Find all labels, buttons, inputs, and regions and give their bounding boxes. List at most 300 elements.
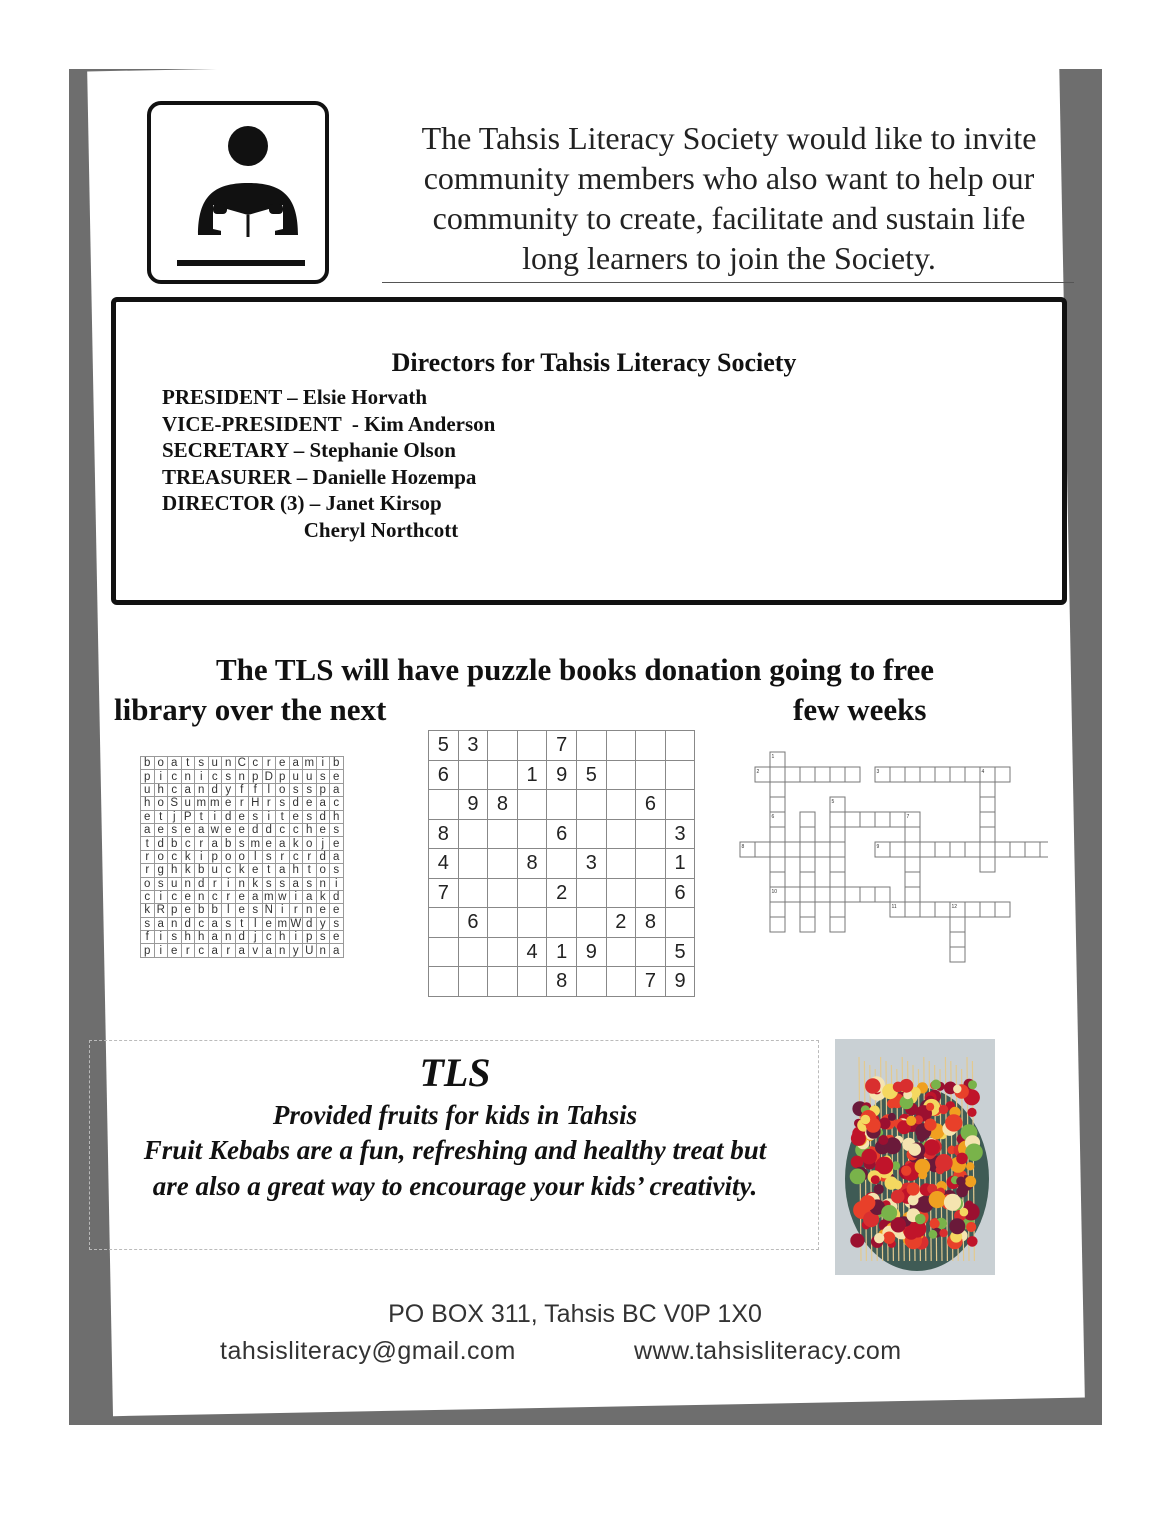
word-search-cell: n: [181, 770, 195, 783]
word-search-cell: o: [141, 877, 155, 890]
sudoku-row: [429, 849, 695, 879]
word-search-cell: e: [168, 944, 182, 957]
word-search-cell: h: [195, 931, 209, 944]
sudoku-cell: [576, 790, 606, 820]
crossword-clue-number: 7: [906, 814, 910, 820]
word-search-cell: u: [181, 797, 195, 810]
crossword-cell: [830, 767, 845, 782]
sudoku-cell: [547, 790, 577, 820]
word-search-cell: s: [276, 797, 290, 810]
crossword-cell: [1040, 842, 1048, 857]
word-search-cell: c: [330, 797, 344, 810]
sudoku-cell: [665, 731, 695, 761]
word-search-cell: t: [276, 810, 290, 823]
crossword-cell: [755, 842, 770, 857]
word-search-cell: e: [235, 810, 249, 823]
crossword-cell: [965, 767, 980, 782]
crossword-cell: [845, 767, 860, 782]
crossword-cell: [800, 917, 815, 932]
crossword-cell: [950, 917, 965, 932]
sudoku-cell: 8: [547, 967, 577, 997]
crossword-cell: [770, 782, 785, 797]
intro-line: community to create, facilitate and sustain life: [432, 200, 1026, 236]
word-search-cell: p: [276, 770, 290, 783]
word-search-row: [141, 837, 344, 850]
crossword-cell: [800, 827, 815, 842]
word-search-cell: a: [330, 944, 344, 957]
intro-paragraph: [385, 118, 1073, 278]
sudoku-cell: 9: [665, 967, 695, 997]
word-search-cell: b: [195, 904, 209, 917]
crossword-cell: [1010, 842, 1025, 857]
word-search-cell: a: [330, 850, 344, 863]
word-search-cell: j: [249, 931, 263, 944]
word-search-cell: k: [289, 837, 303, 850]
footer-website[interactable]: www.tahsisliteracy.com: [634, 1337, 902, 1365]
word-search-cell: c: [168, 890, 182, 903]
photo-fruit-piece: [908, 1143, 921, 1156]
photo-fruit-piece: [887, 1099, 896, 1108]
word-search-cell: a: [316, 797, 330, 810]
word-search-cell: h: [168, 864, 182, 877]
word-search-row: [141, 810, 344, 823]
word-search-cell: l: [249, 850, 263, 863]
sudoku-cell: 9: [547, 760, 577, 790]
photo-fruit-piece: [965, 1201, 974, 1210]
crossword-cell: [830, 917, 845, 932]
word-search-cell: a: [303, 890, 317, 903]
crossword-clue-number: 6: [771, 814, 775, 820]
sudoku-row: [429, 967, 695, 997]
photo-fruit-piece: [931, 1080, 941, 1090]
sudoku-cell: [576, 819, 606, 849]
word-search-cell: n: [316, 877, 330, 890]
word-search-cell: p: [303, 931, 317, 944]
word-search-cell: o: [222, 850, 236, 863]
fruit-kebabs-photo: [835, 1039, 995, 1275]
photo-fruit-piece: [865, 1078, 880, 1093]
word-search-cell: r: [208, 877, 222, 890]
crossword-cell: [890, 842, 905, 857]
word-search-cell: y: [316, 917, 330, 930]
sudoku-cell: [517, 908, 547, 938]
word-search-cell: g: [154, 864, 168, 877]
word-search-row: [141, 931, 344, 944]
word-search-row: [141, 864, 344, 877]
word-search-row: [141, 770, 344, 783]
word-search-cell: c: [168, 783, 182, 796]
photo-fruit-piece: [965, 1176, 976, 1187]
photo-fruit-piece: [883, 1232, 895, 1244]
word-search-cell: p: [249, 770, 263, 783]
crossword-cell: [905, 902, 920, 917]
crossword-clue-number: 3: [876, 769, 880, 775]
word-search-cell: i: [289, 931, 303, 944]
photo-fruit-piece: [915, 1214, 926, 1225]
crossword-cell: [905, 827, 920, 842]
crossword-cell: [785, 767, 800, 782]
crossword-cell: [875, 812, 890, 827]
sudoku-cell: [606, 937, 636, 967]
sudoku-cell: 6: [458, 908, 488, 938]
crossword-grid: [738, 750, 1048, 965]
puzzle-heading-line2a: library over the next: [114, 692, 387, 727]
word-search-cell: s: [330, 823, 344, 836]
word-search-row: [141, 823, 344, 836]
word-search-cell: i: [276, 904, 290, 917]
photo-fruit-piece: [965, 1144, 983, 1162]
word-search-cell: e: [330, 904, 344, 917]
photo-fruit-piece: [915, 1159, 931, 1175]
word-search-cell: k: [316, 890, 330, 903]
word-search-cell: c: [168, 770, 182, 783]
word-search-cell: a: [208, 917, 222, 930]
photo-fruit-piece: [888, 1113, 896, 1121]
photo-fruit-piece: [966, 1162, 974, 1170]
word-search-cell: i: [154, 931, 168, 944]
word-search-row: [141, 917, 344, 930]
word-search-cell: o: [154, 850, 168, 863]
footer-email[interactable]: tahsisliteracy@gmail.com: [220, 1337, 516, 1365]
crossword-cell: [905, 872, 920, 887]
sudoku-row: [429, 760, 695, 790]
crossword-cell: [980, 812, 995, 827]
word-search-cell: o: [154, 797, 168, 810]
word-search-cell: t: [141, 837, 155, 850]
word-search-cell: i: [262, 810, 276, 823]
word-search-cell: e: [303, 797, 317, 810]
fruit-line-2: Fruit Kebabs are a fun, refreshing and healthy treat but: [143, 1135, 767, 1165]
crossword-cell: [800, 902, 815, 917]
sudoku-cell: [636, 760, 666, 790]
word-search-cell: a: [195, 823, 209, 836]
sudoku-cell: [517, 967, 547, 997]
word-search-row: [141, 797, 344, 810]
word-search-cell: l: [262, 783, 276, 796]
crossword-cell: [830, 872, 845, 887]
crossword-cell: [770, 902, 785, 917]
photo-fruit-piece: [945, 1114, 962, 1131]
crossword-clue-number: 8: [741, 844, 745, 850]
word-search-cell: R: [154, 904, 168, 917]
word-search-cell: d: [208, 783, 222, 796]
word-search-cell: c: [289, 850, 303, 863]
photo-fruit-piece: [949, 1218, 965, 1234]
crossword-cell: [920, 767, 935, 782]
crossword-cell: [800, 812, 815, 827]
crossword-cell: [815, 842, 830, 857]
crossword-cell: [830, 857, 845, 872]
crossword-cell: [815, 767, 830, 782]
crossword-cell: [770, 827, 785, 842]
word-search-cell: e: [181, 890, 195, 903]
word-search-cell: d: [330, 890, 344, 903]
word-search-cell: H: [249, 797, 263, 810]
photo-fruit-piece: [874, 1184, 884, 1194]
word-search-cell: o: [276, 783, 290, 796]
crossword-cell: [800, 857, 815, 872]
word-search-cell: v: [249, 944, 263, 957]
word-search-row: [141, 757, 344, 770]
word-search-cell: i: [195, 770, 209, 783]
word-search-cell: u: [208, 864, 222, 877]
crossword-cell: [905, 887, 920, 902]
photo-fruit-piece: [960, 1208, 969, 1217]
sudoku-cell: [576, 731, 606, 761]
word-search-cell: m: [196, 797, 207, 810]
word-search-cell: e: [330, 770, 344, 783]
director-president: PRESIDENT – Elsie Horvath: [162, 385, 428, 409]
sudoku-cell: 8: [429, 819, 459, 849]
photo-fruit-piece: [907, 1182, 920, 1195]
photo-fruit-piece: [926, 1103, 934, 1111]
photo-fruit-piece: [906, 1116, 916, 1126]
sudoku-cell: [458, 937, 488, 967]
crossword-cell: [860, 887, 875, 902]
word-search-cell: e: [249, 864, 263, 877]
sudoku-cell: [488, 819, 518, 849]
word-search-cell: b: [208, 904, 222, 917]
sudoku-cell: [488, 731, 518, 761]
word-search-cell: p: [316, 783, 330, 796]
word-search-cell: i: [154, 944, 168, 957]
word-search-cell: h: [154, 783, 168, 796]
sudoku-cell: [665, 760, 695, 790]
word-search-cell: n: [276, 944, 290, 957]
directors-list: [162, 384, 495, 543]
sudoku-cell: 1: [547, 937, 577, 967]
word-search-cell: f: [235, 783, 249, 796]
word-search-cell: c: [168, 850, 182, 863]
sudoku-cell: [606, 731, 636, 761]
word-search-cell: b: [168, 837, 182, 850]
word-search-cell: i: [222, 877, 236, 890]
word-search-cell: a: [168, 757, 182, 770]
crossword-cell: [800, 842, 815, 857]
sudoku-cell: [636, 878, 666, 908]
crossword-cell: [770, 857, 785, 872]
intro-divider: [382, 282, 1074, 283]
word-search-cell: a: [154, 917, 168, 930]
word-search-cell: s: [141, 917, 155, 930]
word-search-cell: o: [154, 757, 168, 770]
word-search-cell: u: [303, 770, 317, 783]
crossword-cell: [905, 767, 920, 782]
directors-title: Directors for Tahsis Literacy Society: [391, 348, 797, 377]
word-search-cell: a: [289, 877, 303, 890]
word-search-cell: c: [289, 823, 303, 836]
fruit-line-1: Provided fruits for kids in Tahsis: [272, 1100, 638, 1130]
photo-fruit-piece: [939, 1105, 948, 1114]
crossword-cell: [785, 887, 800, 902]
word-search-cell: b: [141, 757, 155, 770]
crossword-cell: [950, 767, 965, 782]
sudoku-cell: 8: [636, 908, 666, 938]
word-search-row: [141, 850, 344, 863]
footer-address: PO BOX 311, Tahsis BC V0P 1X0: [388, 1300, 762, 1328]
word-search-cell: C: [235, 757, 249, 770]
sudoku-cell: [606, 878, 636, 908]
word-search-cell: i: [289, 890, 303, 903]
crossword-cell: [830, 842, 845, 857]
intro-line: The Tahsis Literacy Society would like to invite: [421, 120, 1037, 156]
word-search-cell: n: [222, 931, 236, 944]
sudoku-cell: 5: [429, 731, 459, 761]
word-search-cell: e: [181, 823, 195, 836]
sudoku-cell: 8: [517, 849, 547, 879]
sudoku-cell: [458, 760, 488, 790]
crossword-cell: [845, 812, 860, 827]
sudoku-cell: [458, 849, 488, 879]
sudoku-cell: [576, 878, 606, 908]
word-search-cell: b: [330, 757, 344, 770]
word-search-cell: a: [276, 837, 290, 850]
crossword-cell: [830, 902, 845, 917]
word-search-cell: a: [208, 931, 222, 944]
photo-fruit-piece: [885, 1176, 898, 1189]
word-search-cell: s: [222, 917, 236, 930]
word-search-cell: a: [262, 944, 276, 957]
director-director-2: Cheryl Northcott: [162, 517, 459, 542]
crossword-cell: [995, 767, 1010, 782]
word-search-cell: w: [276, 890, 290, 903]
word-search-cell: s: [303, 877, 317, 890]
word-search-cell: p: [141, 770, 155, 783]
photo-fruit-piece: [871, 1175, 880, 1184]
word-search-cell: h: [303, 823, 317, 836]
sudoku-cell: 2: [606, 908, 636, 938]
crossword-cell: [770, 872, 785, 887]
sudoku-cell: 1: [517, 760, 547, 790]
word-search-cell: u: [289, 770, 303, 783]
word-search-cell: c: [195, 944, 209, 957]
crossword-cell: [770, 842, 785, 857]
word-search-cell: s: [262, 850, 276, 863]
word-search-cell: s: [330, 917, 344, 930]
crossword-cell: [830, 812, 845, 827]
word-search-cell: n: [316, 944, 330, 957]
photo-fruit-piece: [861, 1149, 877, 1165]
person-reading-book-icon: [151, 105, 325, 280]
word-search-cell: a: [235, 944, 249, 957]
sudoku-cell: 6: [665, 878, 695, 908]
word-search-cell: e: [316, 904, 330, 917]
word-search-cell: r: [181, 944, 195, 957]
word-search-cell: e: [316, 823, 330, 836]
word-search-cell: e: [235, 890, 249, 903]
sudoku-cell: [606, 849, 636, 879]
word-search-cell: r: [141, 850, 155, 863]
photo-fruit-piece: [929, 1230, 938, 1239]
word-search-cell: p: [208, 850, 222, 863]
sudoku-cell: [576, 908, 606, 938]
word-search-cell: e: [262, 837, 276, 850]
photo-fruit-piece: [939, 1229, 947, 1237]
sudoku-cell: 9: [576, 937, 606, 967]
crossword-cell: [935, 842, 950, 857]
word-search-cell: n: [181, 877, 195, 890]
crossword-clue-number: 12: [951, 904, 958, 910]
photo-fruit-piece: [900, 1079, 914, 1093]
photo-fruit-piece: [956, 1186, 968, 1198]
crossword-clue-number: 2: [756, 769, 760, 775]
crossword-cell: [815, 887, 830, 902]
word-search-cell: s: [289, 783, 303, 796]
word-search-cell: N: [262, 904, 276, 917]
photo-fruit-piece: [956, 1153, 968, 1165]
word-search-cell: a: [208, 944, 222, 957]
word-search-cell: e: [141, 810, 155, 823]
crossword-cell: [995, 842, 1010, 857]
photo-fruit-piece: [878, 1135, 888, 1145]
photo-fruit-piece: [930, 1219, 940, 1229]
word-search-cell: U: [303, 944, 317, 957]
sudoku-cell: 3: [665, 819, 695, 849]
word-search-row: [141, 877, 344, 890]
sudoku-row: [429, 819, 695, 849]
crossword-clue-number: 11: [891, 904, 897, 910]
word-search-cell: r: [195, 837, 209, 850]
word-search-cell: n: [168, 917, 182, 930]
sudoku-cell: 8: [488, 790, 518, 820]
word-search-cell: u: [208, 757, 222, 770]
sudoku-cell: [517, 878, 547, 908]
sudoku-cell: [458, 967, 488, 997]
word-search-cell: b: [195, 864, 209, 877]
crossword-cell: [905, 857, 920, 872]
crossword-cell: [980, 902, 995, 917]
word-search-cell: c: [195, 917, 209, 930]
photo-fruit-piece: [851, 1156, 864, 1169]
word-search-cell: u: [141, 783, 155, 796]
photo-fruit-piece: [968, 1080, 977, 1089]
word-search-cell: k: [249, 877, 263, 890]
director-secretary: SECRETARY – Stephanie Olson: [162, 438, 456, 462]
word-search-cell: h: [330, 810, 344, 823]
word-search-cell: j: [316, 837, 330, 850]
crossword-clue-number: 1: [771, 754, 775, 760]
photo-fruit-piece: [929, 1191, 946, 1208]
word-search-cell: d: [289, 797, 303, 810]
photo-fruit-piece: [935, 1154, 953, 1172]
word-search-cell: d: [249, 823, 263, 836]
sudoku-cell: 7: [636, 967, 666, 997]
crossword-cell: [770, 917, 785, 932]
sudoku-cell: [429, 937, 459, 967]
fruit-line-3: are also a great way to encourage your kids’ creativity.: [152, 1171, 758, 1201]
photo-fruit-piece: [850, 1169, 866, 1185]
word-search-cell: j: [168, 810, 182, 823]
word-search-cell: e: [154, 823, 168, 836]
crossword-cell: [800, 767, 815, 782]
word-search-cell: e: [330, 837, 344, 850]
sudoku-cell: [488, 908, 518, 938]
sudoku-cell: [488, 967, 518, 997]
crossword-cell: [800, 887, 815, 902]
reader-icon-box: [147, 101, 329, 284]
sudoku-cell: 3: [458, 731, 488, 761]
crossword-cell: [875, 887, 890, 902]
crossword-cell: [995, 902, 1010, 917]
word-search-cell: s: [330, 864, 344, 877]
word-search-cell: r: [276, 850, 290, 863]
tls-title: TLS: [419, 1050, 491, 1095]
crossword-cell: [770, 767, 785, 782]
sudoku-cell: [606, 790, 636, 820]
word-search-cell: d: [316, 850, 330, 863]
word-search-cell: n: [195, 890, 209, 903]
sudoku-cell: 7: [547, 731, 577, 761]
